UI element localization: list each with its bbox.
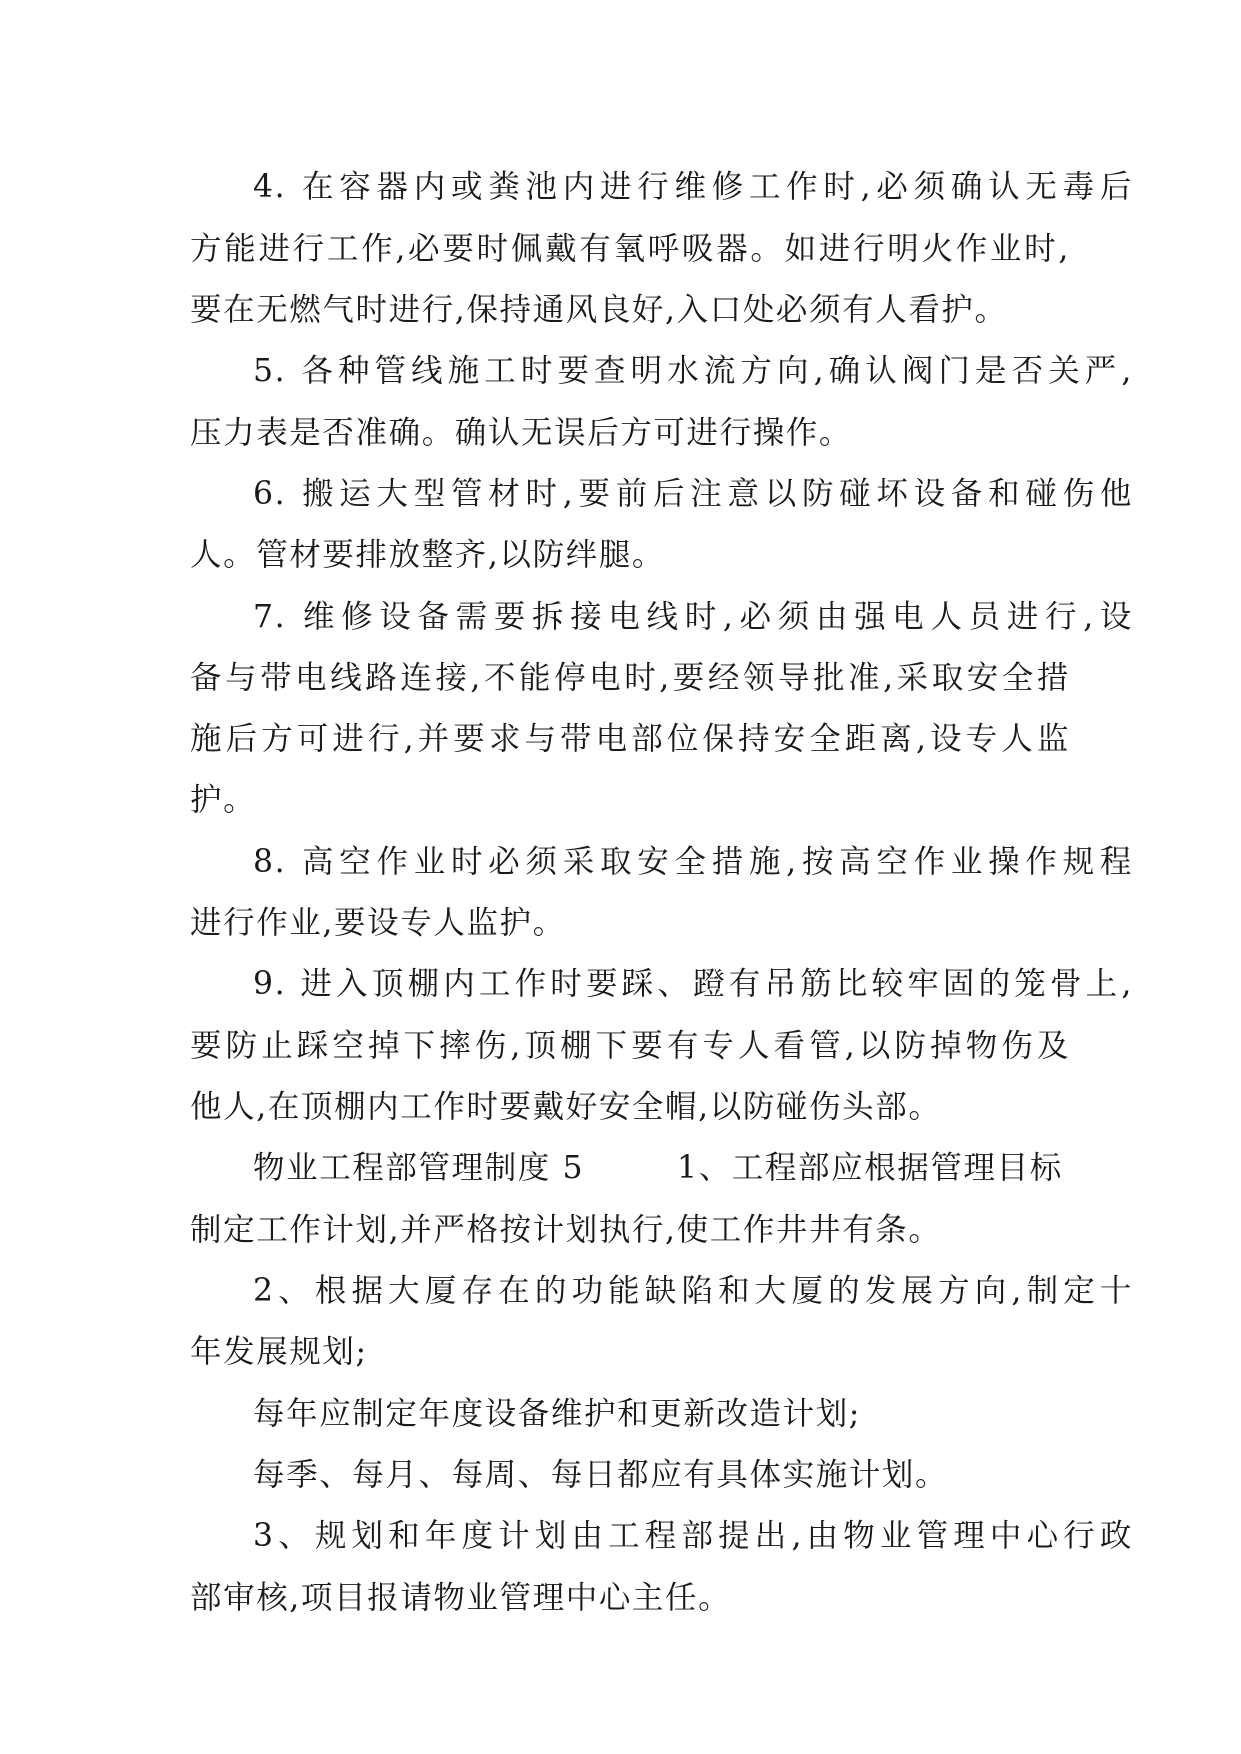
paragraph-7-line-1: 7. 维修设备需要拆接电线时,必须由强电人员进行,设	[253, 599, 1133, 635]
rule-3-line-2: 部审核,项目报请物业管理中心主任。	[190, 1580, 732, 1616]
rule-3-line-1: 3、规划和年度计划由工程部提出,由物业管理中心行政	[253, 1518, 1133, 1554]
paragraph-4-line-3: 要在无燃气时进行,保持通风良好,入口处必须有人看护。	[190, 292, 1008, 328]
section-heading-line: 物业工程部管理制度 5 1、工程部应根据管理目标	[253, 1150, 1063, 1186]
paragraph-9-line-3: 他人,在顶棚内工作时要戴好安全帽,以防碰伤头部。	[190, 1089, 942, 1125]
paragraph-7-line-3: 施后方可进行,并要求与带电部位保持安全距离,设专人监	[190, 721, 1070, 757]
paragraph-9-line-2: 要防止踩空掉下摔伤,顶棚下要有专人看管,以防掉物伤及	[190, 1028, 1070, 1064]
paragraph-5-line-1: 5. 各种管线施工时要查明水流方向,确认阀门是否关严,	[253, 353, 1133, 389]
paragraph-4-line-1: 4. 在容器内或粪池内进行维修工作时,必须确认无毒后	[253, 169, 1133, 205]
paragraph-8-line-2: 进行作业,要设专人监护。	[190, 905, 566, 941]
paragraph-5-line-2: 压力表是否准确。确认无误后方可进行操作。	[190, 415, 853, 451]
periodic-plan-line: 每季、每月、每周、每日都应有具体实施计划。	[253, 1457, 949, 1493]
paragraph-8-line-1: 8. 高空作业时必须采取安全措施,按高空作业操作规程	[253, 844, 1133, 880]
rule-1-line-2: 制定工作计划,并严格按计划执行,使工作井井有条。	[190, 1212, 942, 1248]
paragraph-4-line-2: 方能进行工作,必要时佩戴有氧呼吸器。如进行明火作业时,	[190, 231, 1070, 267]
paragraph-9-line-1: 9. 进入顶棚内工作时要踩、蹬有吊筋比较牢固的笼骨上,	[253, 966, 1133, 1002]
paragraph-6-line-2: 人。管材要排放整齐,以防绊腿。	[190, 537, 666, 573]
paragraph-7-line-4: 护。	[190, 782, 257, 818]
paragraph-7-line-2: 备与带电线路连接,不能停电时,要经领导批准,采取安全措	[190, 660, 1070, 696]
paragraph-6-line-1: 6. 搬运大型管材时,要前后注意以防碰坏设备和碰伤他	[253, 476, 1133, 512]
rule-2-line-2: 年发展规划;	[190, 1334, 368, 1370]
rule-2-line-1: 2、根据大厦存在的功能缺陷和大厦的发展方向,制定十	[253, 1273, 1133, 1309]
annual-plan-line: 每年应制定年度设备维护和更新改造计划;	[253, 1396, 862, 1432]
